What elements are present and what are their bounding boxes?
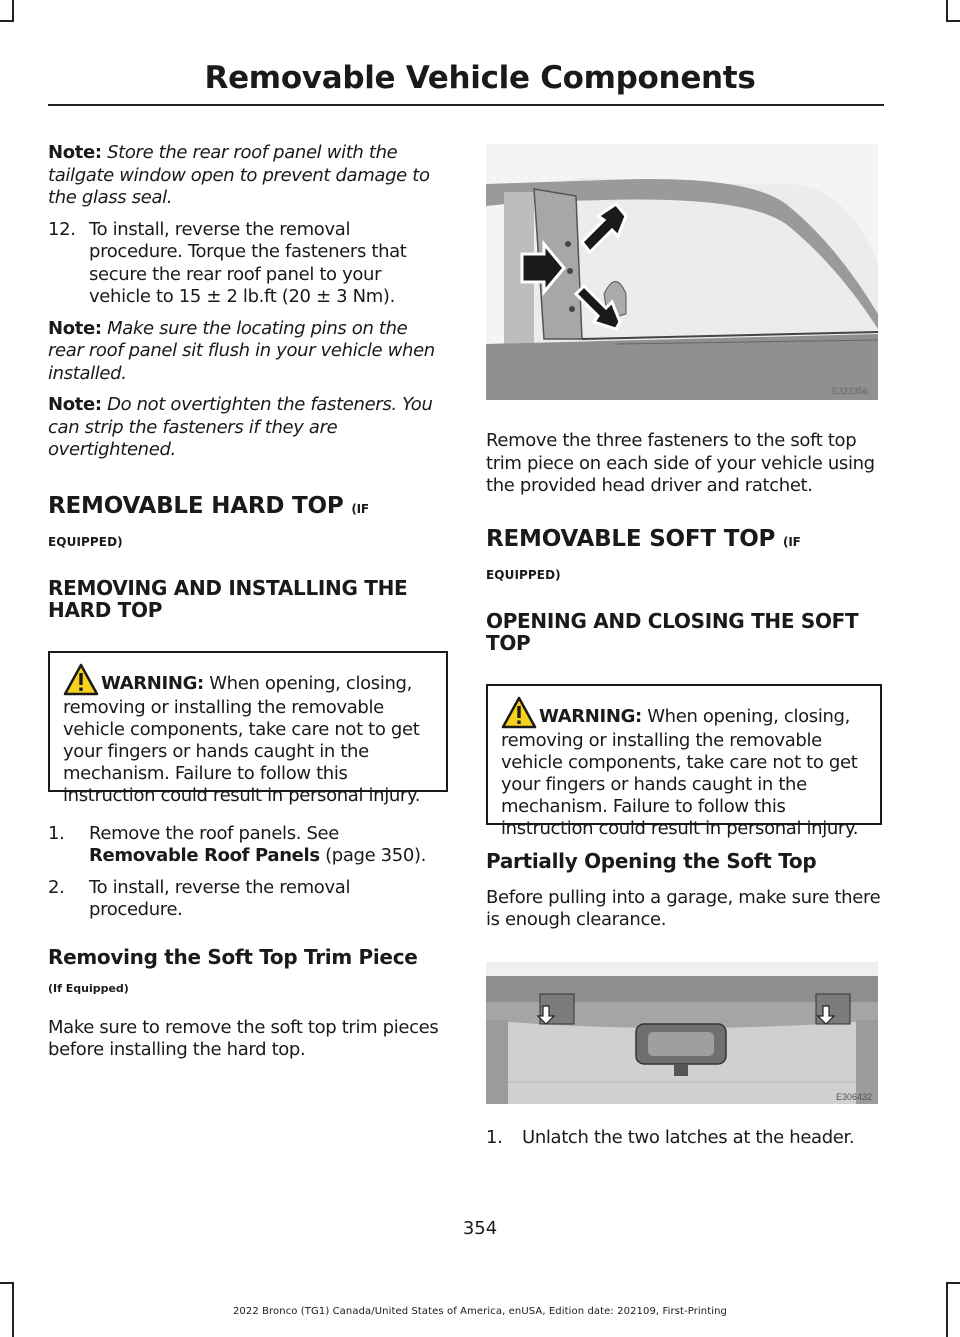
cross-reference-link[interactable]: Removable Roof Panels [89, 845, 320, 866]
note-label: Note: [48, 317, 102, 339]
section-suffix: (IF [783, 534, 801, 549]
step-text: Remove the roof panels. See [89, 822, 340, 844]
header-rule [48, 104, 884, 106]
note-store-roof-panel [48, 142, 448, 210]
note-label: Note: [48, 394, 102, 415]
left-column [48, 142, 448, 1062]
paragraph-remove-trim-pieces: Make sure to remove the soft top trim pieces before installing the hard top. [48, 1016, 439, 1060]
note-overtighten [48, 394, 448, 462]
section-heading-soft-top [486, 526, 882, 556]
warning-box [48, 651, 448, 806]
heading-if-equipped: (If Equipped) [48, 981, 129, 995]
section-title: REMOVABLE HARD TOP [48, 492, 344, 519]
page-footer: 2022 Bronco (TG1) Canada/United States of America, enUSA, Edition date: 202109, First-Printing [232, 1306, 728, 1317]
subheading-removing-installing: REMOVING AND INSTALLING THE HARD TOP [48, 575, 408, 622]
warning-triangle-icon [501, 696, 537, 730]
warning-label: WARNING: [539, 705, 642, 727]
figure-trim-piece-fasteners [486, 144, 878, 400]
crop-mark-bottom-right-h [946, 1282, 960, 1284]
figure-code: E306432 [836, 1092, 873, 1102]
warning-text: When opening, closing, removing or installing the removable vehicle components, take care not to get your fingers or hands caught in the mechanism. Failure to follow this instruction could result in personal injury. [63, 672, 421, 806]
paragraph-remove-three-fasteners: Remove the three fasteners to the soft top trim piece on each side of your vehicle using the provided head driver and ratchet. [486, 430, 875, 496]
step-number: 1. [486, 1127, 503, 1148]
step-text: Unlatch the two latches at the header. [522, 1127, 855, 1148]
crop-mark-top-left-h [0, 20, 14, 22]
step-number: 12. [48, 218, 76, 240]
figure-code: E322356 [832, 386, 869, 396]
section-title: REMOVABLE SOFT TOP [486, 525, 776, 552]
step-text: To install, reverse the removal procedure. Torque the fasteners that secure the rear roof panel to your vehicle to 15 ± 2 lb.ft (20 ± 3 Nm). [89, 218, 407, 307]
page-header-title: Removable Vehicle Components [204, 60, 756, 96]
section-suffix-continued: EQUIPPED) [486, 567, 561, 582]
crop-mark-top-right-v [946, 0, 948, 22]
figure-header-latches [486, 962, 878, 1104]
crop-mark-top-left-v [12, 0, 14, 22]
section-suffix-continued: EQUIPPED) [48, 534, 123, 549]
heading-partially-opening: Partially Opening the Soft Top [486, 848, 817, 873]
subheading-opening-closing: OPENING AND CLOSING THE SOFT TOP [486, 608, 859, 655]
step-text: To install, reverse the removal procedure. [89, 876, 351, 920]
note-label: Note: [48, 142, 102, 163]
crop-mark-bottom-left-h [0, 1282, 14, 1284]
note-locating-pins [48, 318, 448, 386]
section-heading-hard-top [48, 493, 448, 523]
step-12 [48, 219, 448, 309]
heading-removing-trim-piece: Removing the Soft Top Trim Piece [48, 944, 418, 969]
step-number: 1. [48, 822, 65, 844]
note-text: Make sure the locating pins on the rear roof panel sit flush in your vehicle when installed. [48, 317, 435, 384]
warning-text: When opening, closing, removing or installing the removable vehicle components, take care not to get your fingers or hands caught in the mechanism. Failure to follow this instruction could result in personal injury. [501, 705, 859, 839]
step-1 [48, 823, 448, 868]
section-suffix: (IF [351, 501, 369, 516]
page-number: 354 [462, 1218, 498, 1239]
warning-box [486, 684, 882, 839]
note-text: Store the rear roof panel with the tailgate window open to prevent damage to the glass seal. [48, 142, 430, 208]
step-2 [48, 877, 448, 922]
right-column [486, 430, 882, 932]
step-number: 2. [48, 876, 65, 898]
page-reference: (page 350). [319, 845, 427, 866]
step-unlatch [486, 1127, 882, 1150]
warning-label: WARNING: [101, 672, 204, 694]
crop-mark-top-right-h [946, 20, 960, 22]
paragraph-garage-clearance: Before pulling into a garage, make sure there is enough clearance. [486, 886, 881, 930]
note-text: Do not overtighten the fasteners. You can strip the fasteners if they are overtightened. [48, 394, 433, 460]
warning-triangle-icon [63, 663, 99, 697]
